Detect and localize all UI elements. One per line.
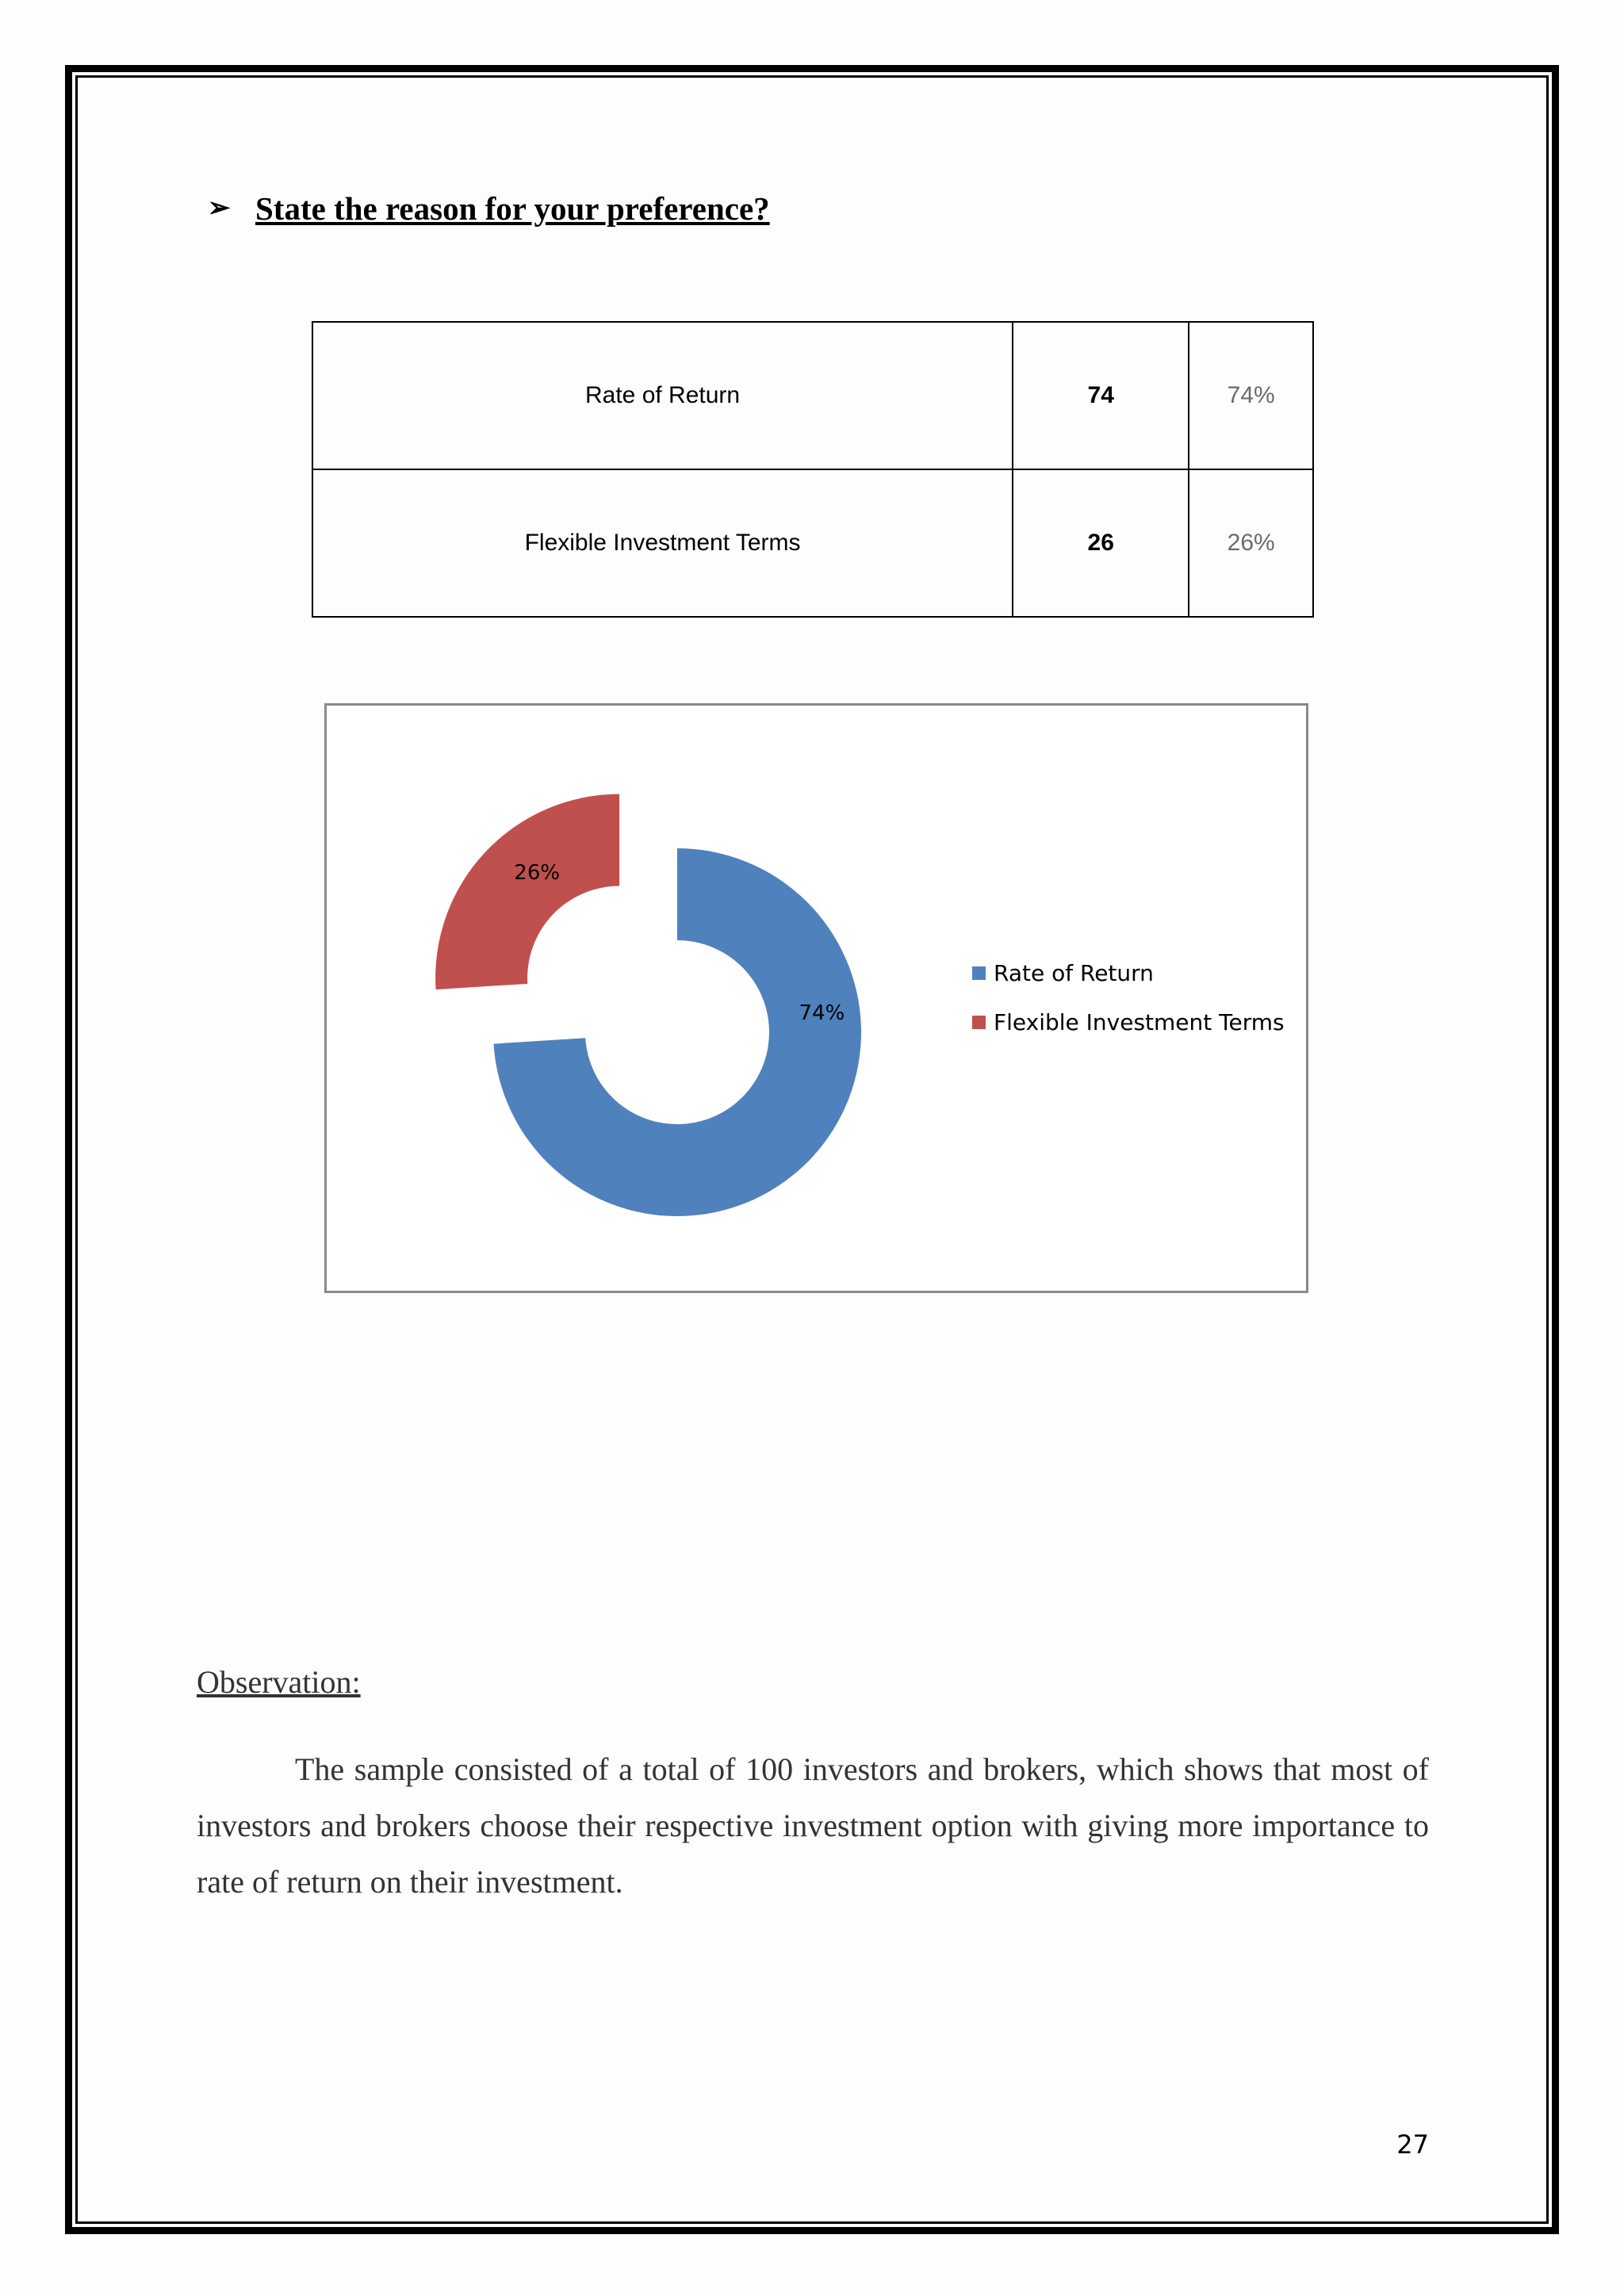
legend-swatch-red <box>972 1016 986 1029</box>
question-text: State the reason for your preference? <box>255 190 770 227</box>
response-table <box>312 321 1314 618</box>
table-row <box>312 469 1313 617</box>
chart-legend <box>972 958 1285 1056</box>
row-label: Rate of Return <box>312 322 1013 469</box>
arrow-bullet-icon: ➢ <box>208 193 231 223</box>
slice-data-label: 74% <box>799 1001 845 1025</box>
page-number: 27 <box>1396 2130 1429 2160</box>
table-row <box>312 322 1313 469</box>
row-label: Flexible Investment Terms <box>312 469 1013 617</box>
legend-label: Rate of Return <box>994 959 1154 986</box>
row-count: 26 <box>1013 469 1189 617</box>
slice-data-label: 26% <box>514 861 561 886</box>
observation-text: The sample consisted of a total of 100 investors and brokers, which shows that most of investors and brokers choose their respective investment option with giving more importance to rate of return on their investment. <box>197 1751 1429 1900</box>
legend-label: Flexible Investment Terms <box>994 1008 1285 1035</box>
doughnut-slice <box>435 794 619 990</box>
row-count: 74 <box>1013 322 1189 469</box>
row-percent: 26% <box>1189 469 1313 617</box>
row-percent: 74% <box>1189 322 1313 469</box>
legend-swatch-blue <box>972 966 986 980</box>
doughnut-chart <box>324 703 1308 1293</box>
observation-title: Observation: <box>197 1664 361 1700</box>
legend-item <box>972 1007 1285 1037</box>
legend-item <box>972 958 1285 988</box>
